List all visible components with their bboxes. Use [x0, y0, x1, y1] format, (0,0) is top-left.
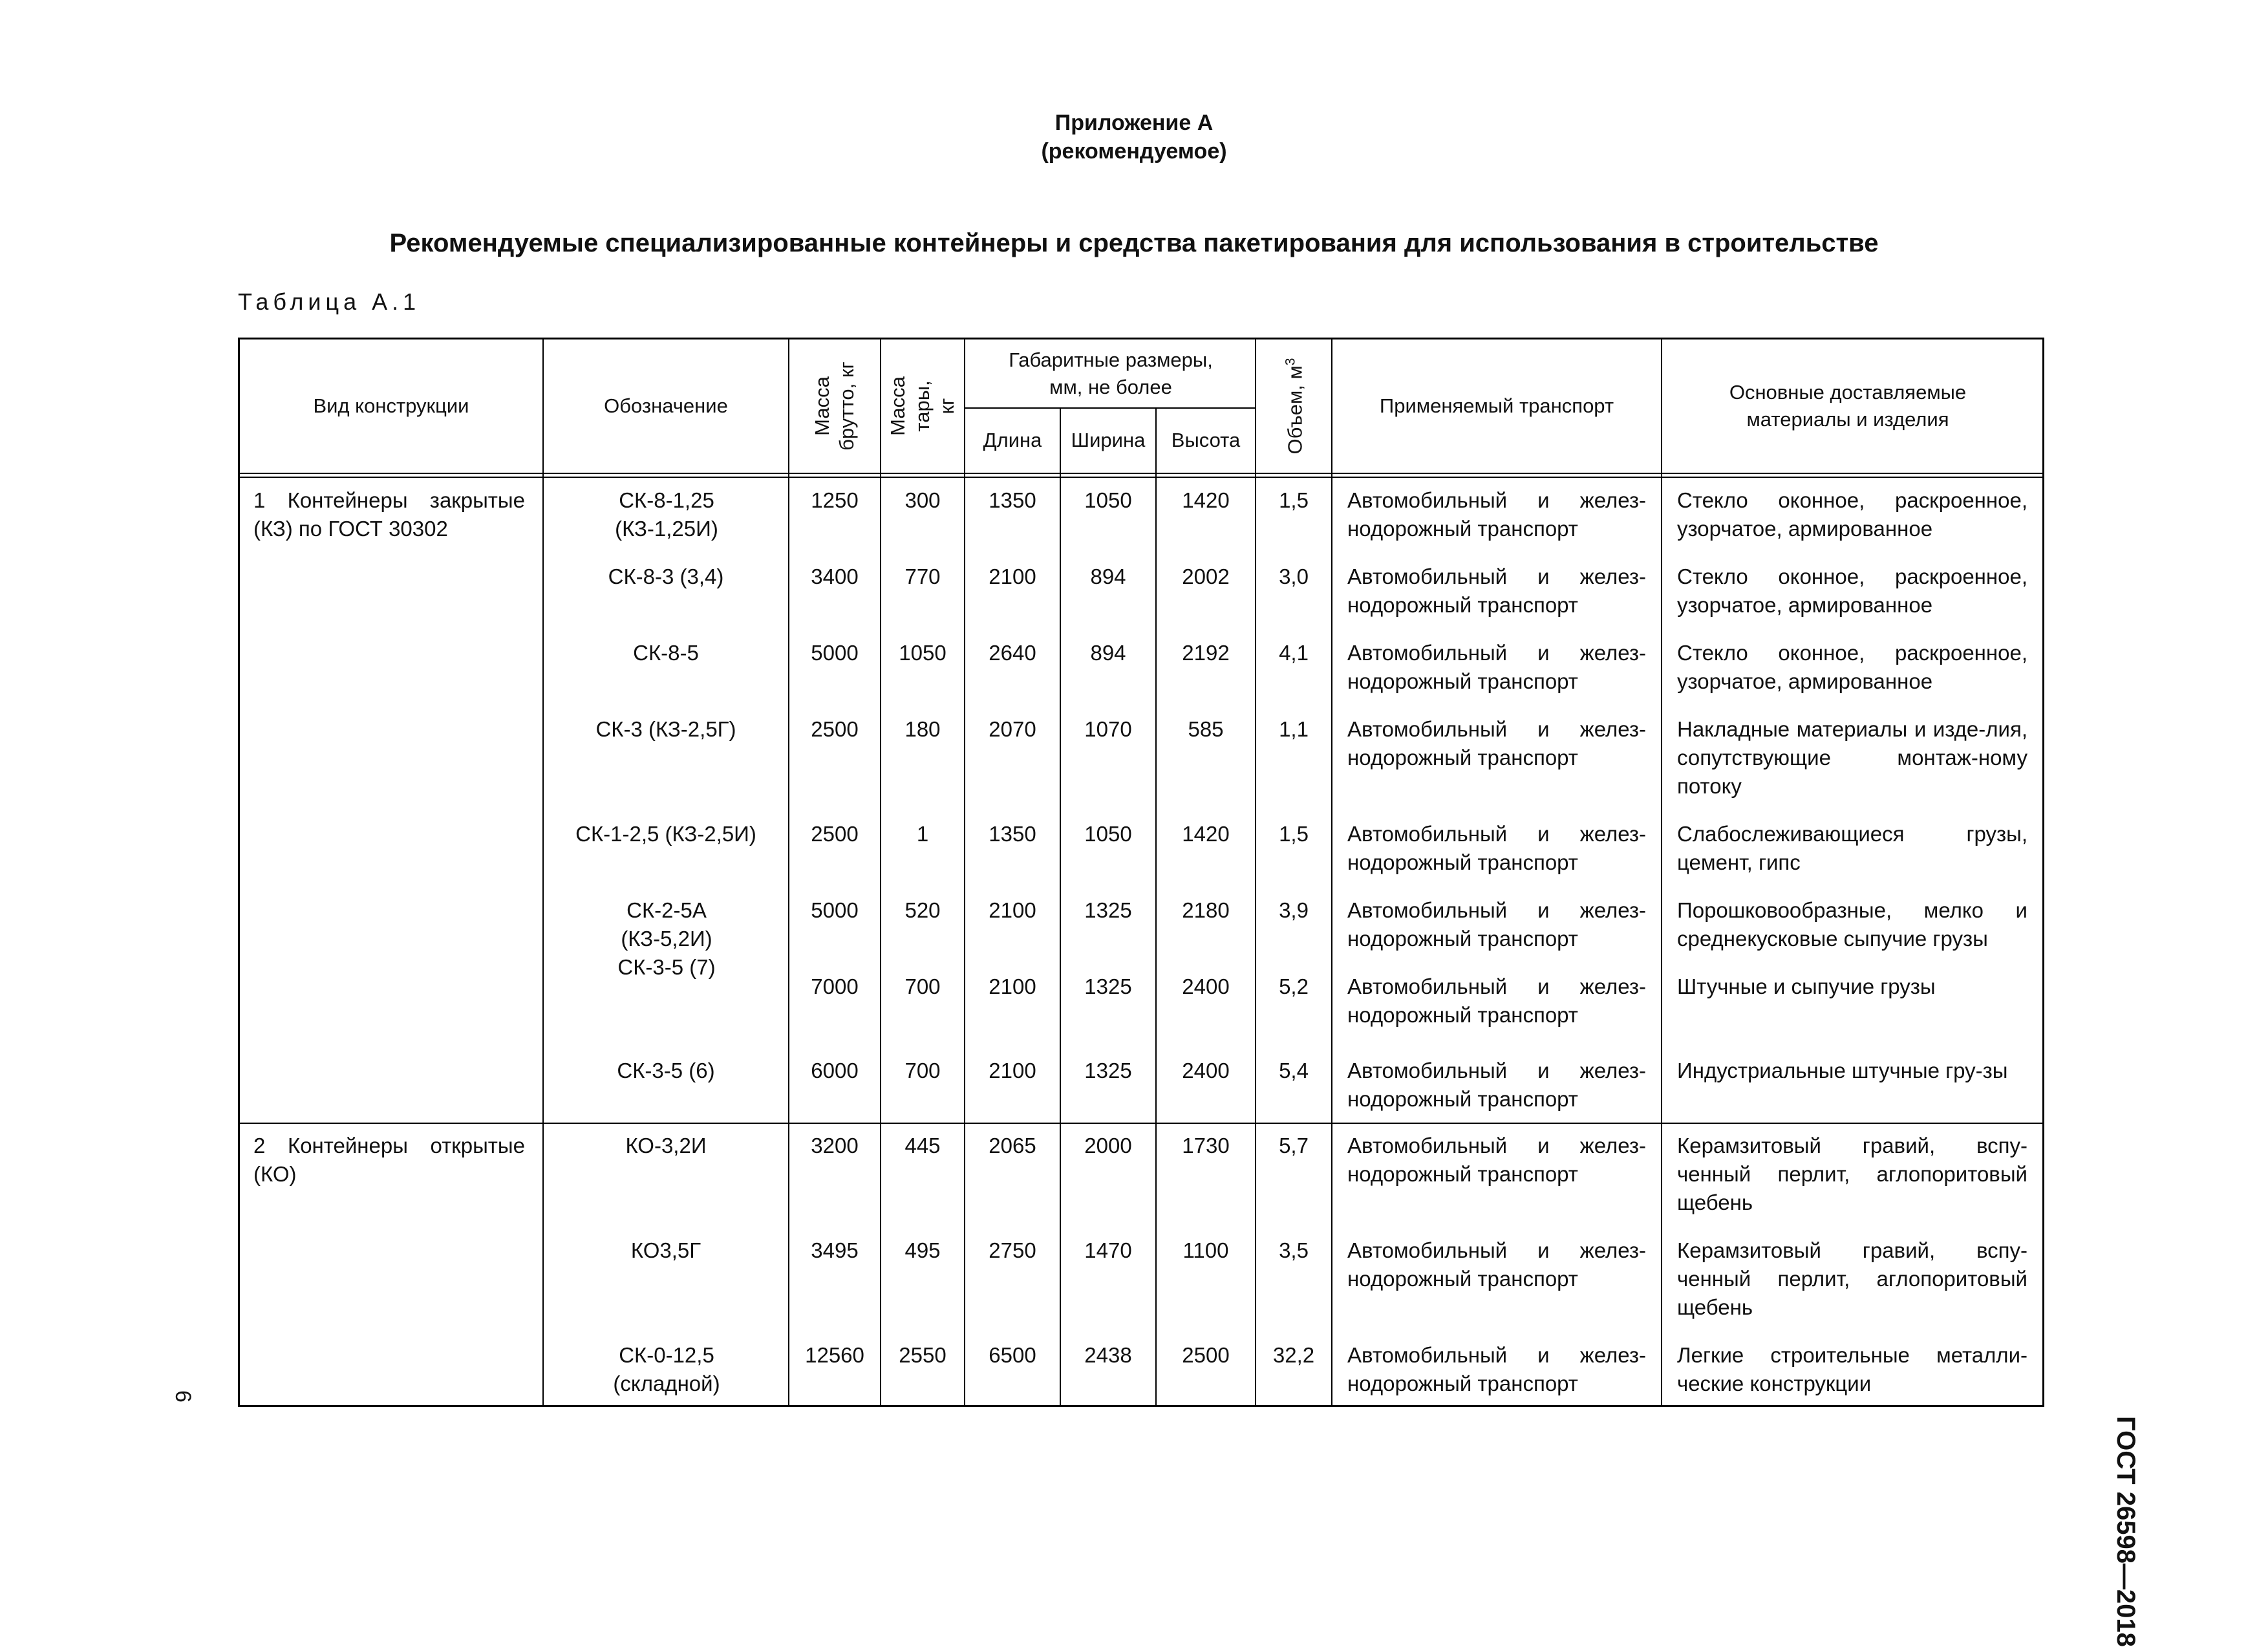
cell-tare-mass: 2550 [899, 1343, 947, 1367]
cell-height: 1730 [1182, 1134, 1230, 1157]
cell-transport: Автомобильный и желез-нодорожный транспорт [1347, 1059, 1646, 1111]
cell-gross-mass: 5000 [811, 898, 859, 922]
cell-materials: Керамзитовый гравий, вспу-ченный перлит, аглопоритовый щебень [1677, 1238, 2027, 1319]
cell-volume: 1,5 [1279, 822, 1309, 846]
cell-width: 2000 [1084, 1134, 1132, 1157]
cell-volume: 5,4 [1279, 1059, 1309, 1082]
col-divider [1661, 338, 1662, 1407]
cell-height: 2002 [1182, 565, 1230, 588]
appendix-subtitle: (рекомендуемое) [1041, 139, 1227, 164]
cell-width: 2438 [1084, 1343, 1132, 1367]
cell-transport: Автомобильный и желез-нодорожный транспорт [1347, 565, 1646, 617]
cell-length: 2640 [989, 641, 1036, 665]
cell-designation: СК-1-2,5 (КЗ-2,5И) [575, 822, 756, 846]
cell-gross-mass: 2500 [811, 717, 859, 741]
cell-materials: Стекло оконное, раскроенное, узорчатое, армированное [1677, 488, 2027, 541]
cell-designation: СК-8-1,25 (КЗ-1,25И) [615, 488, 718, 541]
cell-transport: Автомобильный и желез-нодорожный транспорт [1347, 974, 1646, 1027]
cell-gross-mass: 12560 [805, 1343, 864, 1367]
header-designation: Обозначение [604, 394, 728, 417]
cell-tare-mass: 700 [904, 1059, 941, 1082]
cell-materials: Слабослеживающиеся грузы, цемент, гипс [1677, 822, 2027, 874]
cell-length: 2750 [989, 1238, 1036, 1262]
cell-tare-mass: 770 [904, 565, 941, 588]
cell-designation: КО-3,2И [625, 1134, 707, 1157]
group-type: 1 Контейнеры закрытые (КЗ) по ГОСТ 30302 [253, 488, 525, 541]
cell-transport: Автомобильный и желез-нодорожный транспорт [1347, 1134, 1646, 1186]
cell-materials: Стекло оконное, раскроенное, узорчатое, армированное [1677, 565, 2027, 617]
cell-width: 1070 [1084, 717, 1132, 741]
cell-tare-mass: 1050 [899, 641, 947, 665]
cell-height: 585 [1188, 717, 1224, 741]
header-materials: Основные доставляемые материалы и изделия [1729, 381, 1967, 431]
cell-transport: Автомобильный и желез-нодорожный транспорт [1347, 717, 1646, 770]
table-border-top [238, 338, 2044, 339]
header-gross-mass: Масса брутто, кг [811, 361, 858, 451]
cell-volume: 1,5 [1279, 488, 1309, 512]
cell-transport: Автомобильный и желез-нодорожный транспорт [1347, 898, 1646, 951]
cell-width: 1470 [1084, 1238, 1132, 1262]
cell-volume: 1,1 [1279, 717, 1309, 741]
col-divider [1331, 338, 1332, 1407]
cell-volume: 3,5 [1279, 1238, 1309, 1262]
cell-width: 1325 [1084, 974, 1132, 998]
cell-height: 2180 [1182, 898, 1230, 922]
cell-designation: КО3,5Г [630, 1238, 701, 1262]
cell-width: 1325 [1084, 1059, 1132, 1082]
cell-length: 2065 [989, 1134, 1036, 1157]
cell-materials: Легкие строительные металли-ческие конструкции [1677, 1343, 2027, 1395]
cell-gross-mass: 3200 [811, 1134, 859, 1157]
cell-height: 1420 [1182, 822, 1230, 846]
cell-width: 894 [1090, 641, 1126, 665]
header-volume-exponent: 3 [1283, 358, 1298, 366]
cell-height: 1420 [1182, 488, 1230, 512]
appendix-title: Приложение А [1054, 111, 1214, 135]
cell-materials: Штучные и сыпучие грузы [1677, 974, 1936, 998]
cell-gross-mass: 1250 [811, 488, 859, 512]
header-volume-label: Объем, м [1283, 365, 1307, 455]
cell-length: 6500 [989, 1343, 1036, 1367]
cell-height: 2192 [1182, 641, 1230, 665]
header-double-line [238, 477, 2044, 478]
table-border-bottom [238, 1405, 2044, 1407]
cell-width: 1050 [1084, 488, 1132, 512]
gost-number: ГОСТ 26598—2018 [2112, 1416, 2140, 1647]
cell-gross-mass: 5000 [811, 641, 859, 665]
cell-height: 1100 [1182, 1238, 1229, 1262]
cell-materials: Индустриальные штучные гру-зы [1677, 1059, 2008, 1082]
header-type: Вид конструкции [313, 394, 469, 417]
cell-gross-mass: 6000 [811, 1059, 859, 1082]
cell-tare-mass: 700 [904, 974, 941, 998]
cell-tare-mass: 300 [904, 488, 941, 512]
cell-designation: СК-3-5 (6) [617, 1059, 715, 1082]
header-length: Длина [983, 429, 1042, 451]
cell-transport: Автомобильный и желез-нодорожный транспорт [1347, 1343, 1646, 1395]
cell-tare-mass: 495 [904, 1238, 941, 1262]
cell-materials: Керамзитовый гравий, вспу-ченный перлит, аглопоритовый щебень [1677, 1134, 2027, 1214]
table-caption: Таблица А.1 [238, 288, 421, 315]
group-type: 2 Контейнеры открытые (КО) [253, 1134, 525, 1186]
cell-volume: 5,2 [1279, 974, 1309, 998]
cell-length: 2070 [989, 717, 1036, 741]
cell-width: 1325 [1084, 898, 1132, 922]
document-title: Рекомендуемые специализированные контейнеры и средства пакетирования для использования в строительстве [389, 229, 1879, 257]
cell-gross-mass: 2500 [811, 822, 859, 846]
containers-table [238, 338, 2044, 1407]
table-border-right [2042, 338, 2044, 1407]
cell-length: 2100 [989, 565, 1036, 588]
cell-length: 1350 [989, 822, 1036, 846]
cell-width: 1050 [1084, 822, 1132, 846]
cell-materials: Порошковообразные, мелко и среднекусковые сыпучие грузы [1677, 898, 2027, 951]
cell-volume: 3,0 [1279, 565, 1309, 588]
cell-tare-mass: 520 [904, 898, 941, 922]
group-divider [238, 1123, 2044, 1124]
cell-transport: Автомобильный и желез-нодорожный транспорт [1347, 822, 1646, 874]
cell-tare-mass: 445 [904, 1134, 941, 1157]
cell-transport: Автомобильный и желез-нодорожный транспорт [1347, 1238, 1646, 1291]
cell-designation: СК-8-3 (3,4) [608, 565, 724, 588]
cell-width: 894 [1090, 565, 1126, 588]
cell-designation: СК-0-12,5 (складной) [613, 1343, 720, 1395]
header-tare-mass: Масса тары, кг [886, 376, 958, 436]
header-double-line [238, 473, 2044, 474]
cell-gross-mass: 3495 [811, 1238, 859, 1262]
cell-designation: СК-3 (КЗ-2,5Г) [595, 717, 736, 741]
header-transport: Применяемый транспорт [1379, 394, 1614, 417]
header-dimensions: Габаритные размеры, мм, не более [1009, 349, 1213, 398]
col-divider [542, 338, 544, 1407]
cell-gross-mass: 3400 [811, 565, 859, 588]
cell-tare-mass: 180 [904, 717, 941, 741]
cell-volume: 4,1 [1279, 641, 1309, 665]
cell-transport: Автомобильный и желез-нодорожный транспорт [1347, 488, 1646, 541]
cell-gross-mass: 7000 [811, 974, 859, 998]
cell-height: 2400 [1182, 974, 1230, 998]
cell-designation: СК-8-5 [633, 641, 699, 665]
cell-volume: 5,7 [1279, 1134, 1309, 1157]
header-height: Высота [1171, 429, 1241, 451]
cell-height: 2500 [1182, 1343, 1230, 1367]
cell-volume: 3,9 [1279, 898, 1309, 922]
cell-materials: Стекло оконное, раскроенное, узорчатое, армированное [1677, 641, 2027, 693]
table-border-left [238, 338, 240, 1407]
cell-transport: Автомобильный и желез-нодорожный транспорт [1347, 641, 1646, 693]
cell-volume: 32,2 [1272, 1343, 1315, 1367]
cell-tare-mass: 1 [916, 822, 929, 846]
page-number: 6 [171, 1390, 195, 1403]
cell-height: 2400 [1182, 1059, 1230, 1082]
cell-designation: СК-2-5А (КЗ-5,2И) СК-3-5 (7) [617, 898, 716, 979]
cell-length: 2100 [989, 974, 1036, 998]
cell-length: 2100 [989, 898, 1036, 922]
header-width: Ширина [1071, 429, 1146, 451]
cell-length: 2100 [989, 1059, 1036, 1082]
cell-materials: Накладные материалы и изде-лия, сопутствующие монтаж-ному потоку [1677, 717, 2027, 798]
cell-length: 1350 [989, 488, 1036, 512]
header-volume [1278, 358, 1307, 455]
